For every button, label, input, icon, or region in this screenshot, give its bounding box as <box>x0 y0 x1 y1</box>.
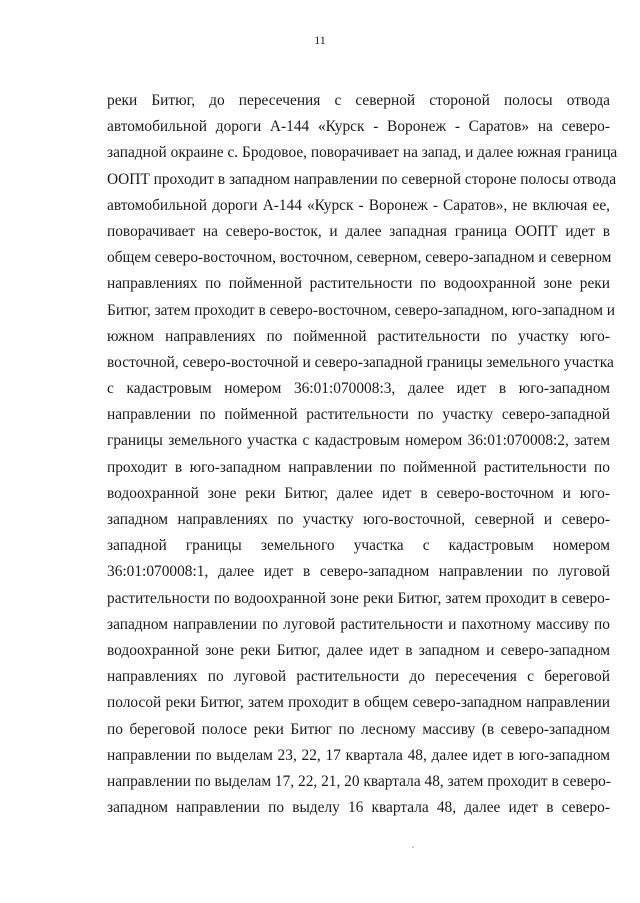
text-line: западном направлении по луговой растительности и пахотному массиву по <box>107 615 610 633</box>
text-line: поворачивает на северо-восток, и далее западная граница ООПТ идет в <box>107 222 610 240</box>
text-line: автомобильной дороги А-144 «Курск - Воронеж - Саратов» на северо- <box>107 118 610 136</box>
text-line: западной окраине с. Бродовое, поворачивает на запад, и далее южная граница <box>107 144 618 162</box>
text-line: направлениях по луговой растительности до пересечения с береговой <box>107 668 610 686</box>
scan-speck <box>412 846 414 848</box>
text-line: Битюг, затем проходит в северо-восточном, северо-западном, юго-западном и <box>107 301 616 319</box>
page-number: 11 <box>314 33 326 47</box>
text-line: восточной, северо-восточной и северо-западной границы земельного участка <box>107 353 614 371</box>
text-line: по береговой полосе реки Битюг по лесному массиву (в северо-западном <box>107 720 610 738</box>
text-line: направлении по выделам 23, 22, 17 квартала 48, далее идет в юго-западном <box>107 746 610 764</box>
body-text <box>107 88 618 821</box>
text-line: направлениях по пойменной растительности по водоохранной зоне реки <box>107 275 610 293</box>
text-line: ООПТ проходит в западном направлении по северной стороне полосы отвода <box>107 170 617 188</box>
text-line: автомобильной дороги А-144 «Курск - Воронеж - Саратов», не включая ее, <box>107 196 610 214</box>
text-line: водоохранной зоне реки Битюг, далее идет в западном и северо-западном <box>107 641 610 659</box>
text-line: с кадастровым номером 36:01:070008:3, далее идет в юго-западном <box>107 380 610 398</box>
text-line: западном направлениях по участку юго-восточной, северной и северо- <box>107 511 610 528</box>
text-line: направлении по пойменной растительности по участку северо-западной <box>107 406 610 424</box>
text-line: западном направлении по выделу 16 квартала 48, далее идет в северо- <box>107 799 610 817</box>
text-line: границы земельного участка с кадастровым номером 36:01:070008:2, затем <box>107 432 610 450</box>
text-line: полосой реки Битюг, затем проходит в общем северо-западном направлении <box>107 694 610 712</box>
text-line: западной границы земельного участка с кадастровым номером <box>107 537 610 555</box>
text-line: общем северо-восточном, восточном, северном, северо-западном и северном <box>107 249 612 267</box>
text-line: водоохранной зоне реки Битюг, далее идет в северо-восточном и юго- <box>107 484 610 502</box>
text-line: растительности по водоохранной зоне реки Битюг, затем проходит в северо- <box>107 589 610 607</box>
text-line: проходит в юго-западном направлении по пойменной растительности по <box>107 458 610 476</box>
text-line: реки Битюг, до пересечения с северной стороной полосы отвода <box>107 92 610 109</box>
text-line: 36:01:070008:1, далее идет в северо-западном направлении по луговой <box>107 563 610 581</box>
text-line: направлении по выделам 17, 22, 21, 20 квартала 48, затем проходит в северо- <box>107 772 611 790</box>
text-line: южном направлениях по пойменной растительности по участку юго- <box>107 327 610 345</box>
